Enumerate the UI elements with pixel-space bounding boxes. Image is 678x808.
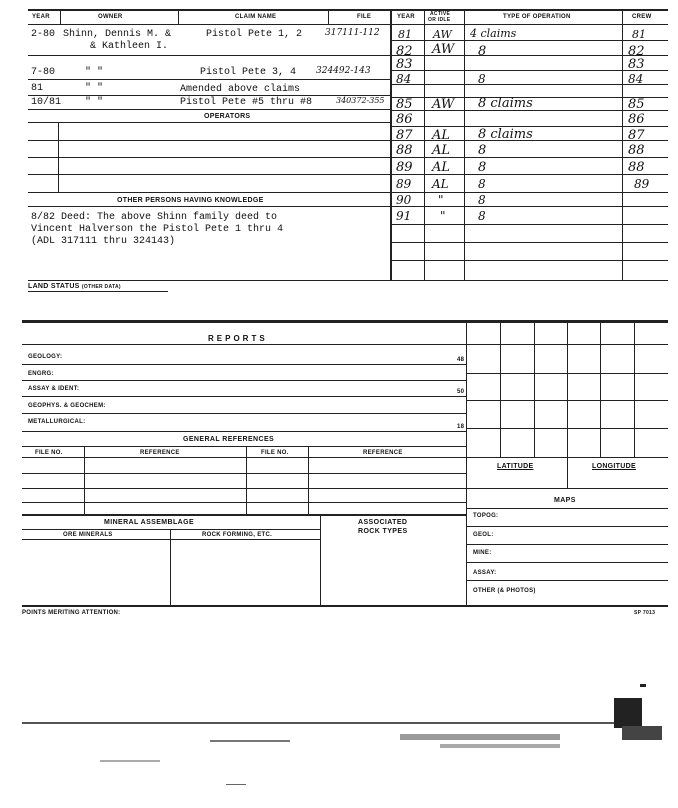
activity-year: 90 <box>396 193 412 207</box>
operators-label: OPERATORS <box>204 113 251 120</box>
report-engrg: ENGRG: <box>28 371 54 377</box>
rock-forming-label: ROCK FORMING, ETC. <box>202 532 273 538</box>
claim-year: 7-80 <box>31 67 56 78</box>
divider <box>308 446 309 514</box>
activity-crew: 88 <box>628 143 645 158</box>
other-persons-text: Vincent Halverson the Pistol Pete 1 thru 4 <box>31 224 284 235</box>
scan-smudge <box>440 744 560 748</box>
grid-line <box>500 322 501 457</box>
scan-block <box>614 698 642 728</box>
land-status-label <box>28 283 121 290</box>
claim-file: 340372-355 <box>336 96 385 105</box>
row-line <box>390 192 668 193</box>
activity-crew: 87 <box>628 128 645 143</box>
grid-line <box>634 322 635 457</box>
header-owner: OWNER <box>98 14 123 20</box>
activity-year: 84 <box>396 72 412 86</box>
claim-year: 81 <box>31 83 44 94</box>
header-type-of-operation: TYPE OF OPERATION <box>503 14 571 20</box>
divider <box>320 514 321 606</box>
claim-owner: & Kathleen I. <box>90 41 169 52</box>
claim-owner: " " <box>85 67 104 78</box>
claim-name: Pistol Pete #5 thru #8 <box>180 97 313 108</box>
activity-year: 83 <box>396 57 413 72</box>
rock-types-label: ROCK TYPES <box>358 528 408 535</box>
divider <box>60 9 61 25</box>
row-line <box>28 140 390 141</box>
activity-type: 8 <box>478 44 487 59</box>
report-assay: ASSAY & IDENT: <box>28 386 80 392</box>
section-top-border <box>22 320 668 323</box>
other-persons-text: 8/82 Deed: The above Shinn family deed to <box>31 212 278 223</box>
row-line <box>28 157 390 158</box>
latitude-label: LATITUDE <box>497 463 534 470</box>
activity-crew: 82 <box>628 44 645 59</box>
ref-reference: REFERENCE <box>140 450 180 456</box>
row-line <box>390 224 668 225</box>
divider <box>178 9 179 25</box>
activity-type: 8 claims <box>478 127 533 142</box>
divider <box>466 322 467 606</box>
other-persons-label: OTHER PERSONS HAVING KNOWLEDGE <box>117 197 264 204</box>
claim-name: Amended above claims <box>180 84 301 95</box>
scan-smudge <box>210 740 290 742</box>
row-line <box>466 562 668 563</box>
maps-title: MAPS <box>554 497 576 504</box>
claim-year: 2-80 <box>31 29 56 40</box>
header-year-2: YEAR <box>397 14 415 20</box>
activity-year: 89 <box>396 177 412 191</box>
scan-smudge <box>622 726 662 740</box>
divider <box>246 446 247 514</box>
grid-line <box>567 322 568 457</box>
ref-file-no: FILE NO. <box>35 450 63 456</box>
row-line <box>390 242 668 243</box>
divider <box>170 529 171 606</box>
report-num-18: 18 <box>457 424 465 430</box>
row-line <box>22 446 466 447</box>
row-line <box>390 40 668 41</box>
row-line <box>466 580 668 581</box>
activity-year: 82 <box>396 44 413 59</box>
divider <box>390 9 392 281</box>
header-year: YEAR <box>32 14 50 20</box>
land-status-subtitle: (OTHER DATA) <box>81 284 121 290</box>
activity-status: AW <box>432 97 455 112</box>
row-line <box>28 206 390 207</box>
row-line <box>466 526 668 527</box>
row-line <box>22 529 320 530</box>
claim-owner: " " <box>85 97 104 108</box>
activity-year: 81 <box>398 28 412 41</box>
activity-year: 86 <box>396 112 413 127</box>
maps-topog: TOPOG: <box>473 513 499 519</box>
claim-name: Pistol Pete 1, 2 <box>206 29 303 40</box>
row-line <box>390 70 668 71</box>
activity-year: 89 <box>396 160 413 175</box>
mineral-assemblage-title: MINERAL ASSEMBLAGE <box>104 519 195 526</box>
table-bottom-border <box>28 280 668 281</box>
row-line <box>22 473 466 474</box>
row-line <box>22 413 466 414</box>
divider <box>84 446 85 514</box>
ref-reference-2: REFERENCE <box>363 450 403 456</box>
row-line <box>22 514 466 516</box>
activity-crew: 81 <box>632 28 646 41</box>
row-line <box>28 55 390 56</box>
activity-type: 4 claims <box>470 27 517 40</box>
row-line <box>22 431 466 432</box>
scan-dot <box>640 684 646 687</box>
maps-other: OTHER (& PHOTOS) <box>473 588 536 594</box>
header-bottom-border <box>28 24 668 25</box>
activity-type: 8 claims <box>478 96 533 111</box>
claim-name: Pistol Pete 3, 4 <box>200 67 297 78</box>
activity-type: 8 <box>478 72 486 86</box>
ore-minerals-label: ORE MINERALS <box>63 532 113 538</box>
claim-file: 324492-143 <box>316 66 371 76</box>
activity-status: AW <box>433 28 452 41</box>
header-crew: CREW <box>632 14 652 20</box>
row-line <box>28 79 390 80</box>
row-line <box>390 206 668 207</box>
maps-mine: MINE: <box>473 550 492 556</box>
claim-year: 10/81 <box>31 97 62 108</box>
grid-line <box>534 322 535 457</box>
report-num-50: 50 <box>457 389 465 395</box>
activity-status: " <box>440 209 446 223</box>
header-claim-name: CLAIM NAME <box>235 14 277 20</box>
activity-status: AL <box>432 143 451 158</box>
form-code: SP 7013 <box>634 610 656 616</box>
land-status-underline <box>28 291 168 292</box>
other-persons-text: (ADL 317111 thru 324143) <box>31 236 176 247</box>
land-status-title: LAND STATUS <box>28 283 80 290</box>
activity-type: 8 <box>478 193 486 207</box>
row-line <box>22 396 466 397</box>
maps-geol: GEOL: <box>473 532 494 538</box>
activity-status: " <box>438 193 444 207</box>
activity-type: 8 <box>478 209 486 223</box>
table-top-border <box>28 9 668 11</box>
row-line <box>390 260 668 261</box>
report-geology: GEOLOGY: <box>28 354 63 360</box>
activity-crew: 84 <box>628 72 644 86</box>
maps-assay: ASSAY: <box>473 570 497 576</box>
claim-file: 317111-112 <box>325 28 380 38</box>
divider <box>424 9 425 281</box>
activity-year: 91 <box>396 209 412 223</box>
scan-smudge <box>100 760 160 762</box>
activity-type: 8 <box>478 143 487 158</box>
report-metallurgical: METALLURGICAL: <box>28 419 86 425</box>
row-line <box>28 109 390 110</box>
activity-type: 8 <box>478 160 487 175</box>
grid-line <box>600 322 601 457</box>
row-line <box>22 344 466 345</box>
activity-status: AL <box>432 177 449 191</box>
divider <box>567 457 568 489</box>
general-references-title: GENERAL REFERENCES <box>183 436 275 443</box>
report-geophys: GEOPHYS. & GEOCHEM: <box>28 403 106 409</box>
row-line <box>390 84 668 85</box>
row-line <box>28 122 390 123</box>
row-line <box>22 457 466 458</box>
reports-title: REPORTS <box>208 334 268 343</box>
header-active: ACTIVE <box>430 11 451 17</box>
row-line <box>28 174 390 175</box>
activity-status: AW <box>432 42 455 57</box>
row-line <box>466 544 668 545</box>
divider <box>464 9 465 281</box>
activity-year: 88 <box>396 143 413 158</box>
activity-crew: 89 <box>634 177 650 191</box>
activity-status: AL <box>432 160 451 175</box>
divider <box>58 122 59 192</box>
associated-label: ASSOCIATED <box>358 519 408 526</box>
activity-crew: 88 <box>628 160 645 175</box>
activity-crew: 83 <box>628 57 645 72</box>
claim-owner: Shinn, Dennis M. & <box>63 29 172 40</box>
claim-owner: " " <box>85 83 104 94</box>
row-line <box>22 488 466 489</box>
row-line <box>22 502 466 503</box>
row-line <box>22 380 466 381</box>
row-line <box>28 192 390 193</box>
row-line <box>466 488 668 489</box>
row-line <box>22 539 320 540</box>
longitude-label: LONGITUDE <box>592 463 636 470</box>
scan-line <box>22 722 622 724</box>
activity-type: 8 <box>478 177 486 191</box>
section-bottom-border <box>22 605 668 607</box>
activity-crew: 85 <box>628 97 645 112</box>
activity-year: 87 <box>396 128 413 143</box>
scan-smudge <box>400 734 560 740</box>
row-line <box>22 364 466 365</box>
points-meriting-attention-label: POINTS MERITING ATTENTION: <box>22 610 121 616</box>
report-num-48: 48 <box>457 357 465 363</box>
header-or-idle: OR IDLE <box>428 17 451 23</box>
header-file: FILE <box>357 14 372 20</box>
activity-status: AL <box>432 128 451 143</box>
activity-crew: 86 <box>628 112 645 127</box>
ref-file-no-2: FILE NO. <box>261 450 289 456</box>
scan-smudge <box>226 784 246 785</box>
divider <box>622 9 623 281</box>
activity-year: 85 <box>396 97 413 112</box>
row-line <box>466 508 668 509</box>
divider <box>328 9 329 25</box>
